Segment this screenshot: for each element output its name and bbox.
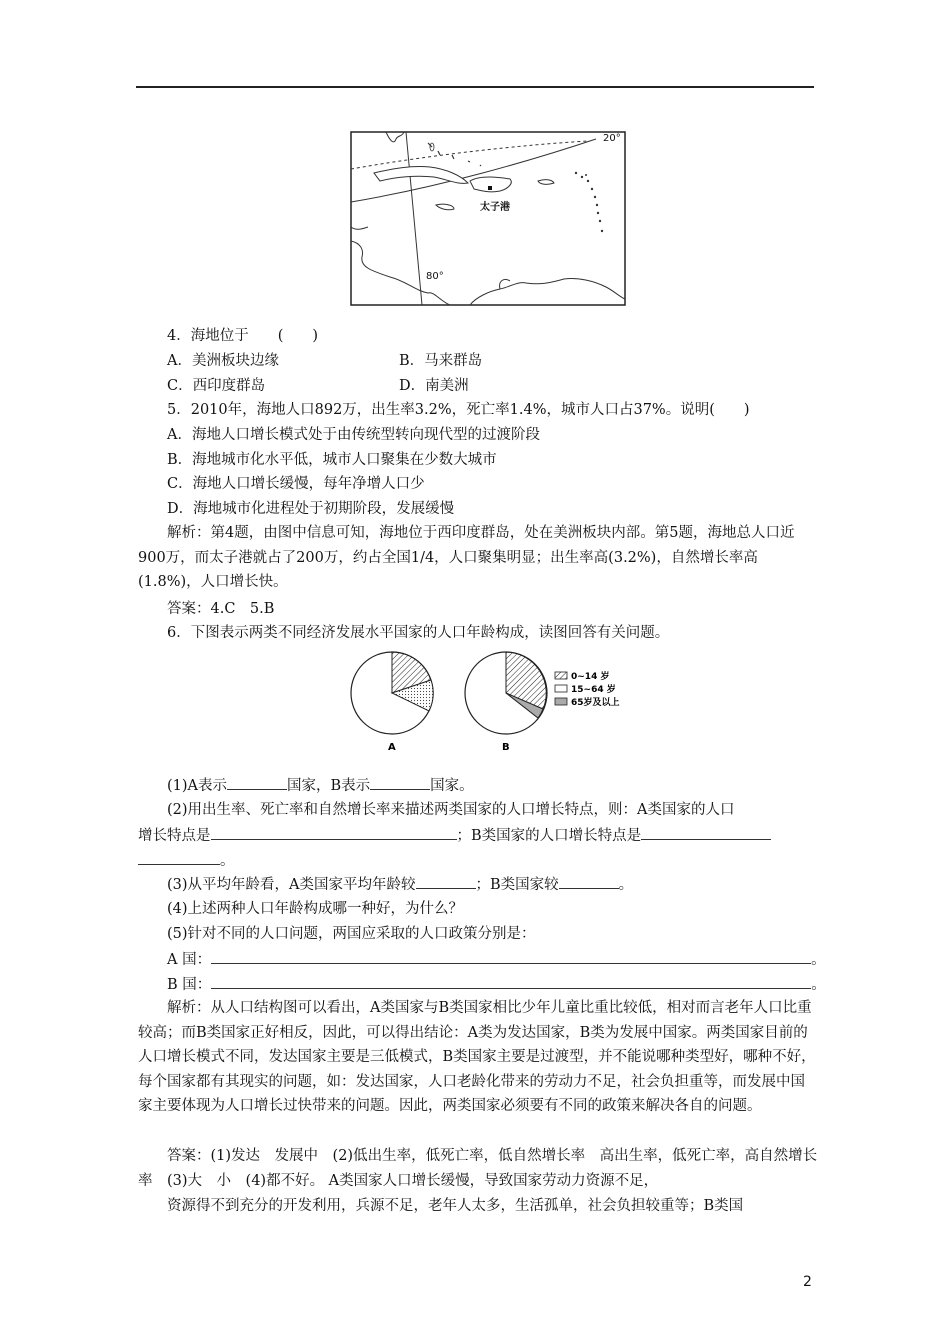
analysis-2-text: 解析：从人口结构图可以看出，A类国家与B类国家相比少年儿童比重比较低，相对而言老年人口比重较高；而B类国家正好相反，因此，可以得出结论：A类为发达国家，B类为发展中国家。两类国家目前的人口增长模式不同，发达国家主要是三低模式，B类国家主要是过渡型，并不能说哪种类型好，哪种不好，每个国家都有其现实的问题，如：发达国家，人口老龄化带来的劳动力不足，社会负担重等，而发展中国家主要体现为人口增长过快带来的问题。因此，两类国家必须要有不同的政策来解决各自的问题。 xyxy=(138,1000,816,1114)
answer-2-continued: 资源得不到充分的开发利用，兵源不足，老年人太多，生活孤单，社会负担较重等；B类国 xyxy=(167,1198,744,1214)
q5-option-c: C．海地人口增长缓慢，每年净增人口少 xyxy=(167,476,425,492)
pie-b xyxy=(465,652,547,734)
q6-sub3-blank-a[interactable] xyxy=(416,874,476,889)
q6-sub1-blank-b[interactable] xyxy=(370,775,430,790)
q4-options-row-2 xyxy=(167,376,469,396)
q6-sub1-text-b: 国家，B表示 xyxy=(287,778,371,794)
answer-1: 答案：4.C 5.B xyxy=(167,601,275,617)
q6-sub3 xyxy=(167,874,633,895)
answer-2 xyxy=(138,1144,818,1193)
q6-sub2-blank-a[interactable] xyxy=(211,825,457,840)
analysis-1-text: 解析：第4题，由图中信息可知，海地位于西印度群岛，处在美洲板块内部。第5题，海地总人口近900万，而太子港就占了200万，约占全国1/4，人口聚集明显；出生率高(3.2%)，自然增长率高(1.8%)，人口增长快。 xyxy=(138,525,795,590)
page-number: 2 xyxy=(803,1274,812,1290)
q6-stem: 6．下图表示两类不同经济发展水平国家的人口年龄构成，读图回答有关问题。 xyxy=(167,625,670,641)
q5-stem: 5．2010年，海地人口892万，出生率3.2%，死亡率1.4%，城市人口占37%。说明( ) xyxy=(167,402,750,418)
q6-a-country-blank[interactable] xyxy=(211,949,811,964)
q4-stem: 4．海地位于 ( ) xyxy=(167,328,319,344)
label-lon-80: 80° xyxy=(426,271,444,282)
q6-sub2-blank-b[interactable] xyxy=(641,825,771,840)
q5-option-d: D．海地城市化进程处于初期阶段，发展缓慢 xyxy=(167,501,455,517)
label-lat-20: 20° xyxy=(603,133,621,144)
q6-sub1-blank-a[interactable] xyxy=(227,775,287,790)
pie-a-label: A xyxy=(388,742,396,753)
pie-legend xyxy=(555,670,620,708)
q6-sub1-text-a: (1)A表示 xyxy=(167,778,228,794)
puerto-rico-island xyxy=(538,180,554,185)
q6-sub2-end: 。 xyxy=(220,853,235,869)
age-structure-pie-charts xyxy=(350,645,670,755)
pie-a xyxy=(351,652,433,734)
q6-sub3-text-a: (3)从平均年龄看，A类国家平均年龄较 xyxy=(167,877,416,893)
q6-a-country-line xyxy=(167,949,826,970)
q6-sub2-blank-c[interactable] xyxy=(138,850,220,865)
q6-sub2-line3 xyxy=(138,850,235,871)
q4-option-a: A．美洲板块边缘 xyxy=(167,353,279,369)
q6-sub4: (4)上述两种人口年龄构成哪一种好，为什么？ xyxy=(167,901,464,917)
q6-sub3-blank-b[interactable] xyxy=(559,874,619,889)
q6-sub3-text-c: 。 xyxy=(618,877,634,893)
analysis-1 xyxy=(138,521,818,595)
q5-option-b: B．海地城市化水平低，城市人口聚集在少数大城市 xyxy=(167,452,497,468)
q6-sub2-text-a: 增长特点是 xyxy=(138,828,211,844)
q6-sub2-line1: (2)用出生率、死亡率和自然增长率来描述两类国家的人口增长特点，则：A类国家的人口 xyxy=(167,802,735,818)
q6-sub2-text-b: ；B类国家的人口增长特点是 xyxy=(456,828,642,844)
analysis-2 xyxy=(138,996,818,1119)
q4-option-d: D．南美洲 xyxy=(399,378,469,394)
legend-15-64: 15~64 岁 xyxy=(571,685,616,695)
pie-b-label: B xyxy=(502,742,510,753)
legend-65plus: 65岁及以上 xyxy=(571,698,620,708)
q5-option-a: A．海地人口增长模式处于由传统型转向现代型的过渡阶段 xyxy=(167,427,540,443)
q6-sub3-text-b: ；B类国家较 xyxy=(475,877,559,893)
header-rule xyxy=(136,86,814,88)
q6-a-country-end: 。 xyxy=(811,952,826,968)
answer-2-text: 答案：(1)发达 发展中 (2)低出生率，低死亡率，低自然增长率 高出生率，低死亡率，高自然增长率 (3)大 小 (4)都不好。 A类国家人口增长缓慢，导致国家劳动力资源不足， xyxy=(138,1148,818,1189)
q4-options-row-1 xyxy=(167,351,483,371)
q4-option-b: B．马来群岛 xyxy=(399,353,483,369)
q6-sub5: (5)针对不同的人口问题，两国应采取的人口政策分别是： xyxy=(167,926,536,942)
q6-b-country-line xyxy=(167,974,826,995)
q6-sub1-text-c: 国家。 xyxy=(430,778,474,794)
q6-a-country-label: A 国： xyxy=(167,952,212,968)
port-au-prince-marker xyxy=(488,186,492,190)
label-port-au-prince: 太子港 xyxy=(480,202,510,213)
q6-sub2-line2 xyxy=(138,825,771,846)
q6-b-country-blank[interactable] xyxy=(211,974,811,989)
legend-0-14: 0~14 岁 xyxy=(571,672,610,682)
q6-b-country-label: B 国： xyxy=(167,977,212,993)
caribbean-map xyxy=(350,131,626,306)
q6-sub1 xyxy=(167,775,474,796)
q4-option-c: C．西印度群岛 xyxy=(167,378,266,394)
q6-b-country-end: 。 xyxy=(811,977,826,993)
